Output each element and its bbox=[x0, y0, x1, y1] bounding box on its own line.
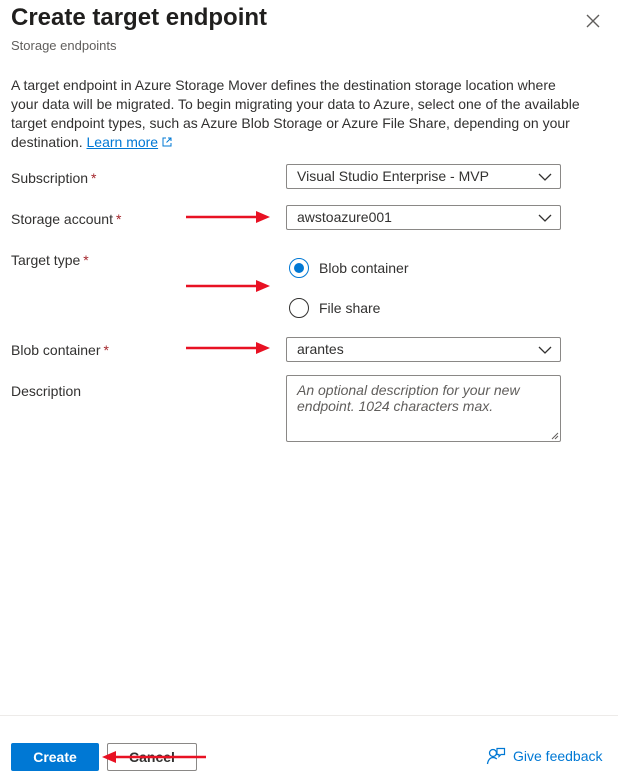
annotation-arrow bbox=[186, 279, 272, 293]
blob-container-dropdown[interactable] bbox=[286, 337, 561, 362]
storage-account-dropdown[interactable] bbox=[286, 205, 561, 230]
required-marker: * bbox=[103, 342, 109, 358]
subscription-label: Subscription * bbox=[11, 170, 97, 186]
radio-label: File share bbox=[319, 300, 381, 316]
page-subtitle: Storage endpoints bbox=[11, 38, 117, 53]
chevron-down-icon bbox=[538, 172, 552, 182]
create-button[interactable]: Create bbox=[11, 743, 99, 771]
chevron-down-icon bbox=[538, 213, 552, 223]
blob-container-value: arantes bbox=[297, 341, 344, 357]
learn-more-link[interactable]: Learn more bbox=[86, 134, 159, 150]
radio-blob-container[interactable] bbox=[289, 258, 409, 278]
radio-label: Blob container bbox=[319, 260, 409, 276]
external-link-icon bbox=[161, 136, 173, 148]
feedback-label: Give feedback bbox=[513, 748, 603, 764]
description-label: Description bbox=[11, 383, 82, 399]
required-marker: * bbox=[115, 211, 122, 227]
required-marker: * bbox=[91, 170, 97, 186]
storage-account-value: awstoazure001 bbox=[297, 209, 392, 225]
feedback-person-icon bbox=[486, 746, 506, 766]
annotation-arrow bbox=[186, 210, 272, 224]
intro-text: A target endpoint in Azure Storage Mover defines the destination storage location where your data will be migrated. To begin migrating your data to Azure, select one of the available target endpoint types, such as Azure Blob Storage or Azure File Share, depending on your destination. bbox=[11, 77, 580, 150]
description-textarea[interactable] bbox=[286, 375, 561, 442]
subscription-dropdown[interactable] bbox=[286, 164, 561, 189]
resize-grip-icon[interactable] bbox=[549, 430, 559, 440]
blob-container-label: Blob container * bbox=[11, 342, 109, 358]
required-marker: * bbox=[83, 252, 89, 268]
storage-account-label: Storage account * bbox=[11, 211, 122, 227]
radio-button[interactable] bbox=[289, 298, 309, 318]
radio-button-checked[interactable] bbox=[289, 258, 309, 278]
annotation-arrow bbox=[100, 750, 208, 764]
give-feedback-link[interactable] bbox=[486, 746, 603, 766]
intro-description bbox=[11, 76, 581, 152]
subscription-value: Visual Studio Enterprise - MVP bbox=[297, 168, 489, 184]
close-button[interactable] bbox=[583, 11, 603, 31]
footer-divider bbox=[0, 715, 618, 716]
cancel-button[interactable]: Cancel bbox=[107, 743, 197, 771]
radio-file-share[interactable] bbox=[289, 298, 380, 318]
annotation-arrow bbox=[186, 341, 272, 355]
target-type-label: Target type * bbox=[11, 252, 89, 268]
close-icon bbox=[583, 11, 603, 31]
page-title: Create target endpoint bbox=[11, 4, 268, 31]
chevron-down-icon bbox=[538, 345, 552, 355]
